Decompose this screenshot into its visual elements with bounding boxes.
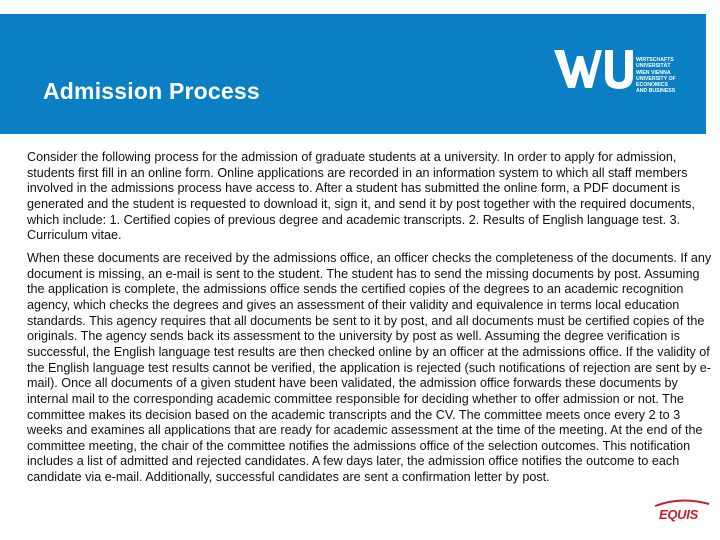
slide-body (27, 150, 717, 493)
equis-badge (651, 498, 713, 528)
logo-line: AND BUSINESS (636, 88, 676, 95)
logo-line: UNIVERSITÄT (636, 63, 671, 70)
slide-header (0, 14, 706, 134)
wu-logo-mark-icon (552, 44, 636, 94)
wu-logo (552, 44, 697, 124)
logo-line: UNIVERSITY OF (636, 75, 676, 82)
body-paragraph: Consider the following process for the admission of graduate students at a university. In order to apply for admission, students first fill in an online form. Online applications are recorded in an information system to which all staff members involved in the admissions process have access to. After a student has submitted the online form, a PDF document is generated and the student is requested to download it, sign it, and send it by post together with the required documents, which include: 1. Certified copies of previous degree and academic transcripts. 2. Results of English language test. 3. Curriculum vitae. (27, 150, 695, 243)
logo-line: ECONOMICS (636, 82, 668, 89)
logo-line: WIEN VIENNA (636, 69, 671, 76)
wu-logo-text (636, 57, 676, 95)
body-paragraph: When these documents are received by the admissions office, an officer checks the completeness of the documents. If any document is missing, an e-mail is sent to the student. The student has to send the missing documents by post. Assuming the application is complete, the admissions office sends the certified copies of the degrees to an academic recognition agency, which checks the degrees and gives an assessment of their validity and equivalence in terms local education standards. This agency requires that all documents be sent to it by post, and all documents must be certified copies of the originals. The agency sends back its assessment to the university by post as well. Assuming the degree verification is successful, the English language test results are then checked online by an officer at the admissions office. If the validity of the English language test results cannot be verified, the application is rejected (such notifications of rejection are sent by e-mail). Once all documents of a given student have been validated, the admission office forwards these documents by internal mail to the corresponding academic committee responsible for deciding whether to offer admission or not. The committee makes its decision based on the academic transcripts and the CV. The committee meets once every 2 to 3 weeks and examines all applications that are ready for academic assessment at the time of the meeting. At the end of the committee meeting, the chair of the committee notifies the admissions office of the selection outcomes. This notification includes a list of admitted and rejected candidates. A few days later, the admission office notifies the outcome to each candidate via e-mail. Additionally, successful candidates are sent a confirmation letter by post. (27, 250, 712, 485)
logo-line: WIRTSCHAFTS (636, 57, 674, 63)
equis-label: EQUIS (659, 507, 698, 522)
slide-title: Admission Process (43, 78, 260, 104)
